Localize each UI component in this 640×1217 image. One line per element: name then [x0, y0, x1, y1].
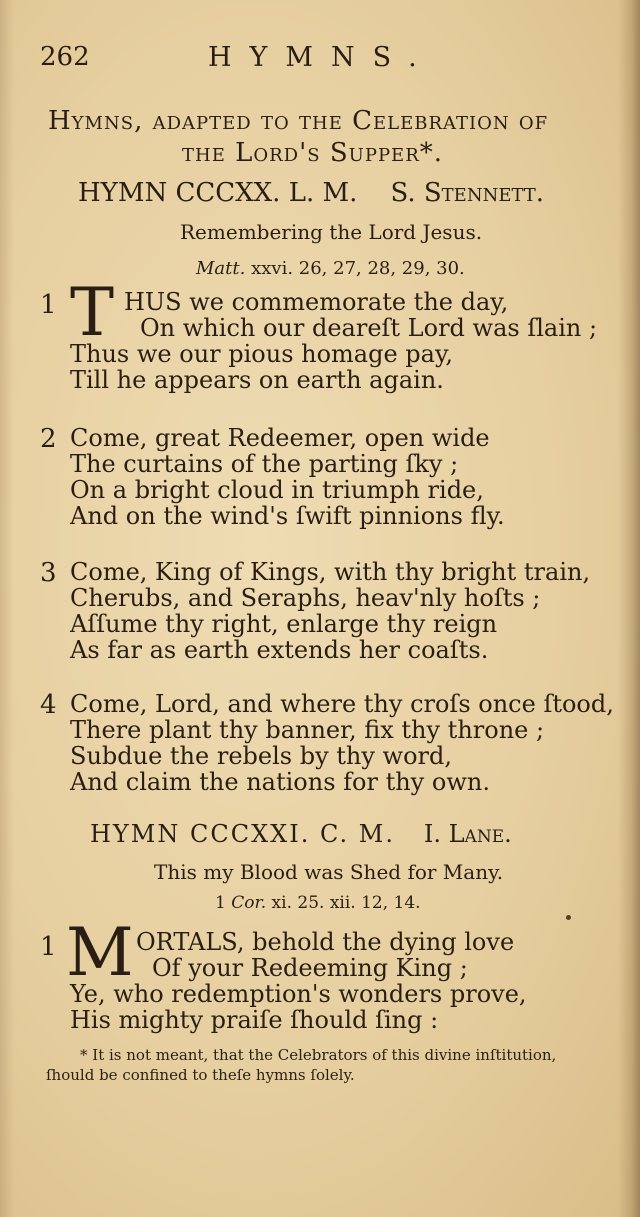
page-number: 262 [40, 42, 90, 72]
hymn1-heading [78, 178, 544, 208]
hymn2-scripture-ref [215, 893, 421, 913]
hymn1-ref-book: Matt. [196, 258, 246, 279]
hymn2-dropcap: M [66, 914, 134, 991]
verse-line: His mighty praiſe ſhould ſing : [70, 1006, 439, 1034]
footnote-line1: * It is not meant, that the Celebrators of this divine inſtitution, [80, 1046, 557, 1064]
hymn1-title: HYMN CCCXX. L. M. [78, 178, 358, 208]
verse-line: And on the wind's ſwift pinnions fly. [70, 502, 505, 530]
verse-line: On which our deareſt Lord was ſlain ; [140, 314, 598, 342]
footnote-line2: ſhould be confined to theſe hymns ſolely. [46, 1066, 355, 1084]
hymn1-subtitle: Remembering the Lord Jesus. [180, 220, 483, 244]
hymn1-ref-rest: xxvi. 26, 27, 28, 29, 30. [251, 258, 465, 279]
hymn2-ref-pre: 1 [215, 893, 226, 913]
verse-line: Of your Redeeming King ; [152, 954, 468, 982]
section-title-line2: the Lord's Supper*. [182, 138, 444, 168]
verse-line: Come, Lord, and where thy croſs once ſtood, [70, 690, 614, 718]
hymn2-author: I. Lane. [423, 820, 512, 848]
verse-line: There plant thy banner, fix thy throne ; [70, 716, 545, 744]
running-head: HYMNS. [208, 42, 435, 73]
verse-line: Aſſume thy right, enlarge thy reign [70, 610, 498, 638]
verse-line: On a bright cloud in triumph ride, [70, 476, 484, 504]
verse-number: 2 [40, 424, 57, 454]
page-shadow-left [0, 0, 14, 1217]
verse-line: And claim the nations for thy own. [70, 768, 490, 796]
verse-line: Ye, who redemption's wonders prove, [70, 980, 527, 1008]
hymn2-subtitle: This my Blood was Shed for Many. [154, 860, 504, 884]
page-edge-right [618, 0, 640, 1217]
hymn2-title: HYMN CCCXXI. C. M. [90, 820, 395, 848]
verse-line: Till he appears on earth again. [70, 366, 444, 394]
verse-line: Thus we our pious homage pay, [70, 340, 453, 368]
verse-line: HUS we commemorate the day, [124, 288, 509, 316]
verse-line: ORTALS, behold the dying love [136, 928, 515, 956]
verse-number: 4 [40, 690, 57, 720]
verse-number: 1 [40, 932, 57, 962]
hymn1-dropcap: T [70, 274, 115, 351]
verse-line: Come, King of Kings, with thy bright train, [70, 558, 591, 586]
section-title-line1: Hymns, adapted to the Celebration of [48, 106, 549, 136]
hymn1-author: S. Stennett. [390, 178, 545, 208]
hymn1-scripture-ref [196, 258, 465, 279]
hymn2-ref-book: Cor. [231, 893, 267, 913]
verse-line: The curtains of the parting ſky ; [70, 450, 459, 478]
verse-number: 3 [40, 558, 57, 588]
verse-line: Subdue the rebels by thy word, [70, 742, 453, 770]
verse-line: As far as earth extends her coaſts. [70, 636, 489, 664]
hymn2-heading [90, 820, 512, 848]
ink-spot [566, 915, 571, 920]
verse-line: Come, great Redeemer, open wide [70, 424, 490, 452]
verse-number: 1 [40, 290, 57, 320]
hymn2-ref-rest: xi. 25. xii. 12, 14. [271, 893, 421, 913]
verse-line: Cherubs, and Seraphs, heav'nly hoſts ; [70, 584, 541, 612]
